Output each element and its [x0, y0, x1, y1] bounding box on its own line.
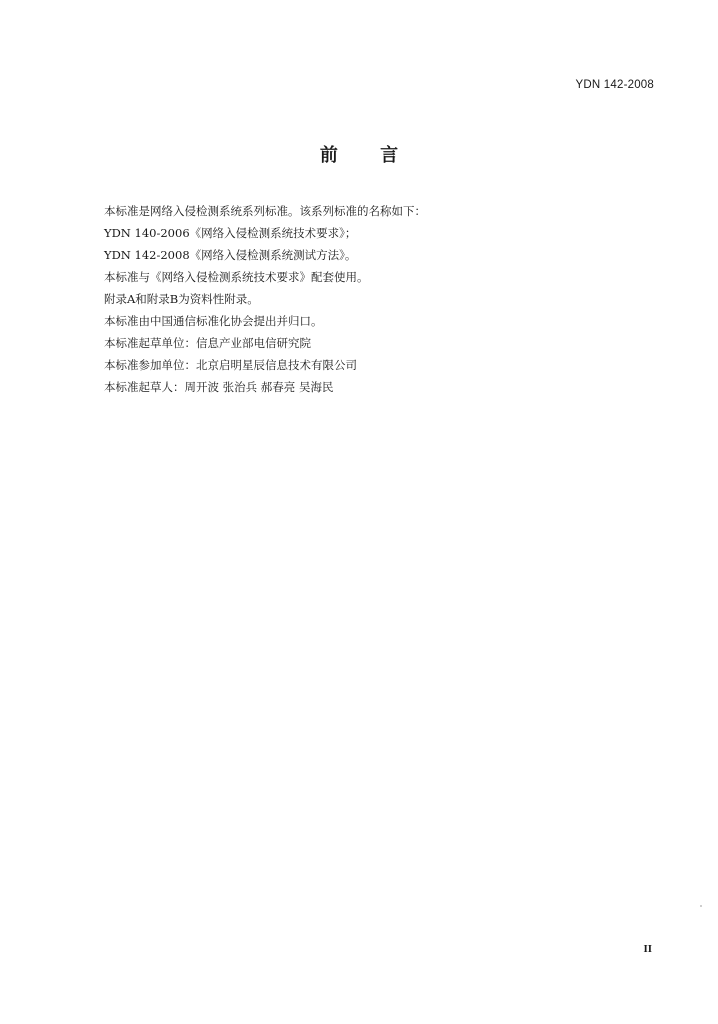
section-title-char-2: 言 [380, 145, 399, 166]
body-line: 附录A和附录B为资料性附录。 [104, 292, 259, 306]
section-title [0, 141, 718, 167]
body-line: YDN 140-2006《网络入侵检测系统技术要求》； [104, 226, 357, 240]
body-line: 本标准是网络入侵检测系统系列标准。该系列标准的名称如下： [104, 204, 426, 218]
body-line: 本标准与《网络入侵检测系统技术要求》配套使用。 [104, 270, 369, 284]
scan-speck [700, 905, 702, 907]
page-number: II [643, 943, 652, 955]
body-line: 本标准由中国通信标准化协会提出并归口。 [104, 314, 323, 328]
body-line: 本标准起草单位：信息产业部电信研究院 [104, 336, 311, 350]
section-title-char-1: 前 [319, 145, 338, 166]
body-line: 本标准起草人：周开波 张治兵 郝春亮 吴海民 [104, 380, 334, 394]
foreword-body [104, 200, 664, 398]
body-line: 本标准参加单位：北京启明星辰信息技术有限公司 [104, 358, 357, 372]
body-line: YDN 142-2008《网络入侵检测系统测试方法》。 [104, 248, 357, 262]
document-code: YDN 142-2008 [575, 79, 654, 91]
